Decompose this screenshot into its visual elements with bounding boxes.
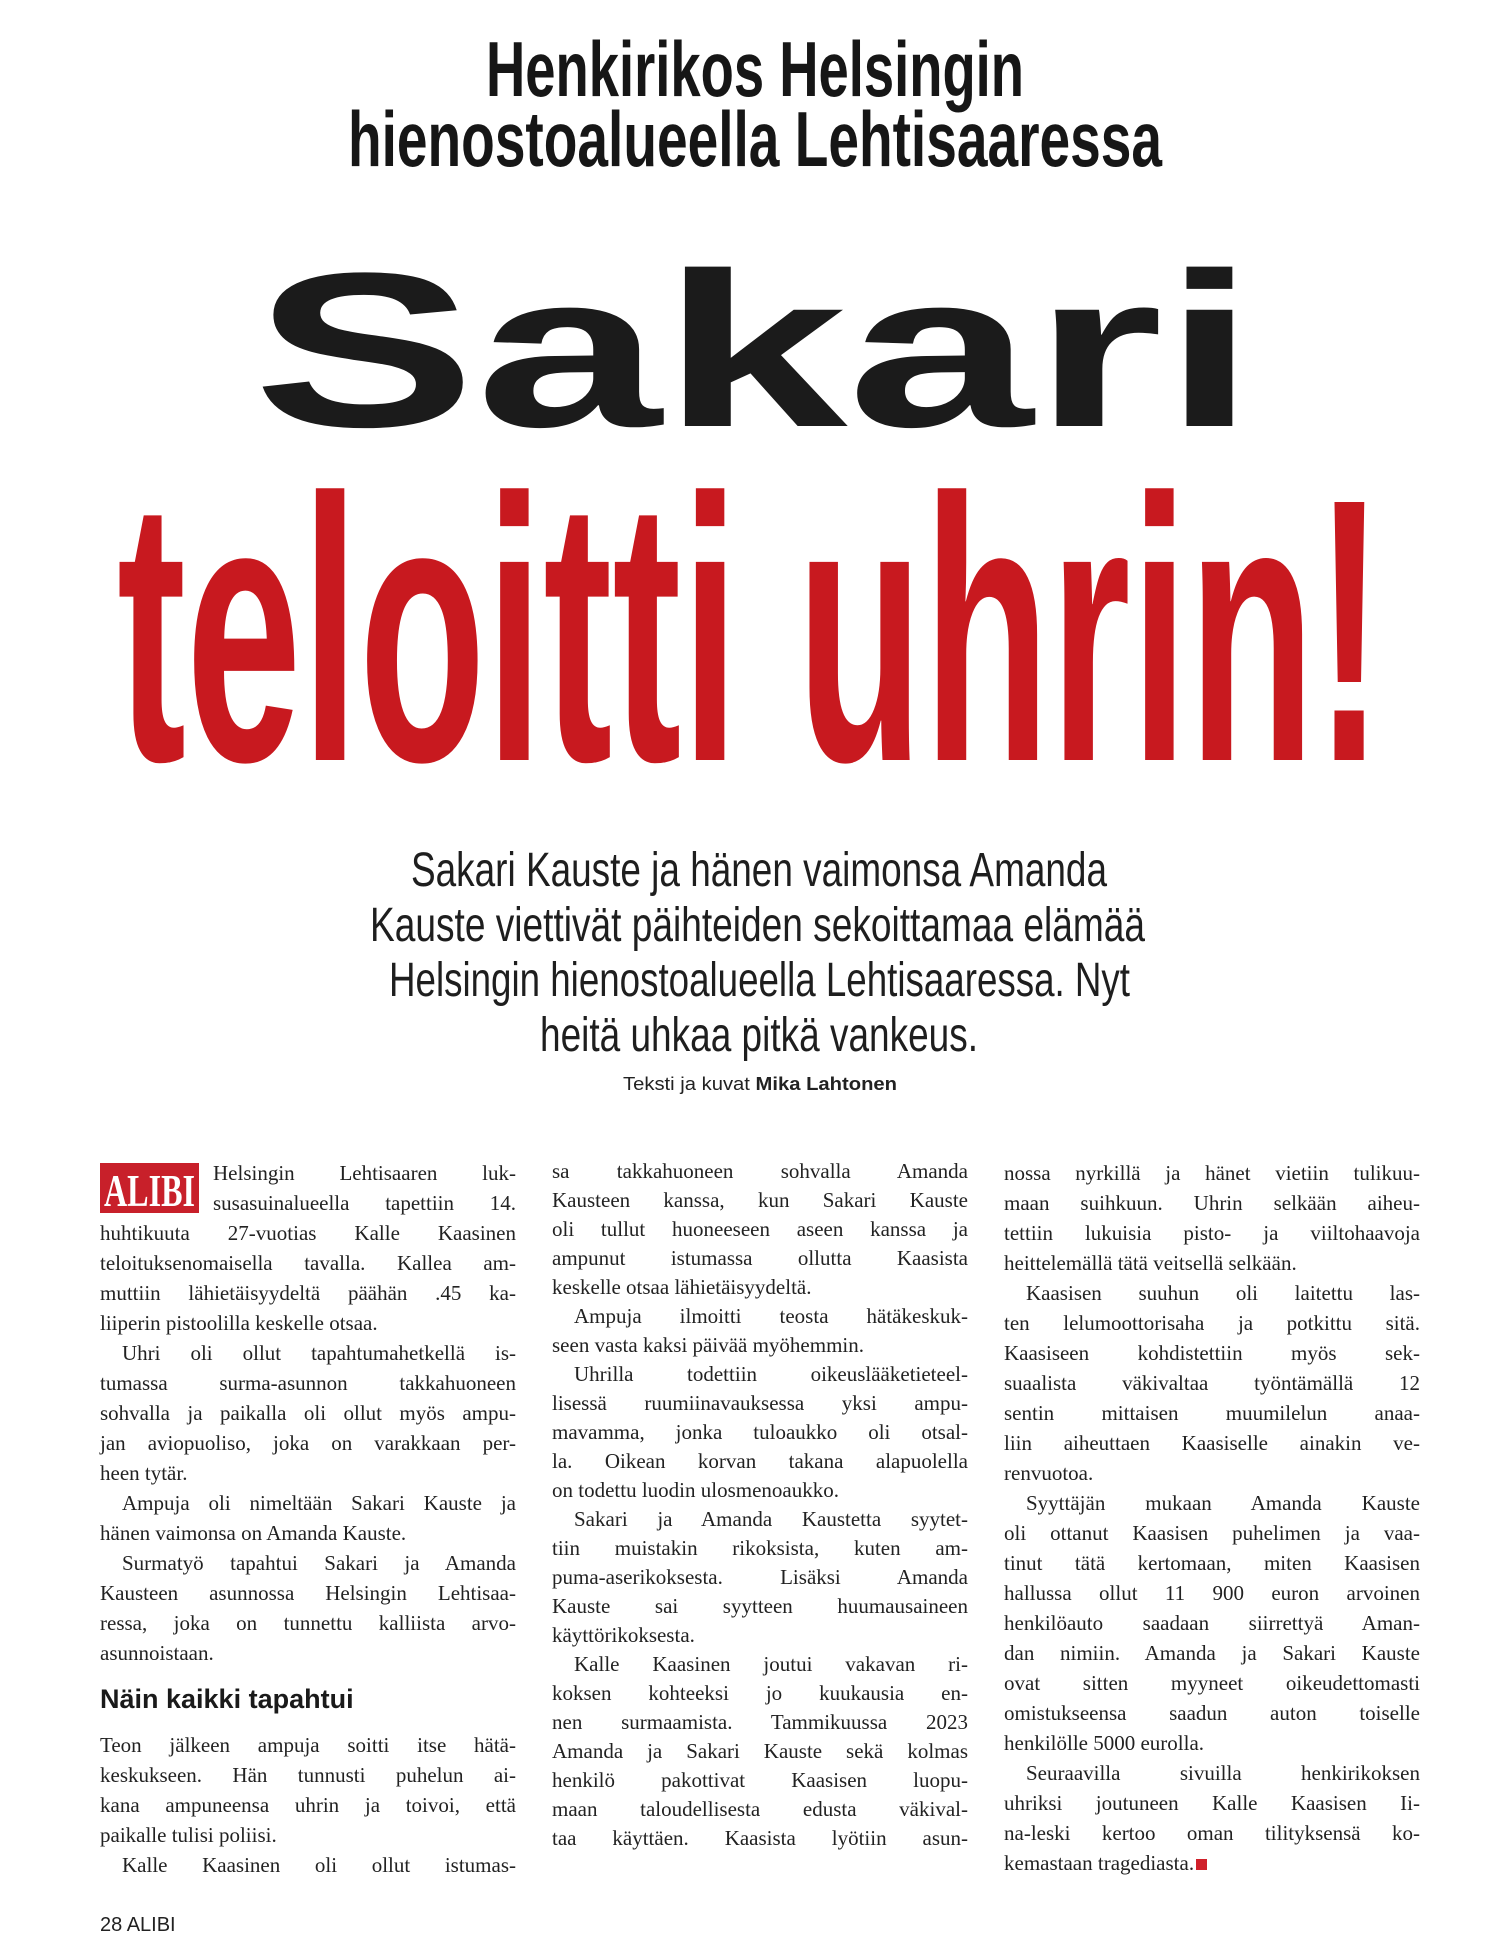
lede-line: heitä uhkaa pitkä vankeus. <box>540 1009 978 1062</box>
text-line: liiperin pistoolilla keskelle otsaa. <box>100 1311 378 1335</box>
text-line: Ampuja oli nimeltään Sakari Kauste ja <box>122 1491 516 1515</box>
text-line: hänen vaimonsa on Amanda Kauste. <box>100 1521 407 1545</box>
text-line: kana ampuneensa uhrin ja toivoi, että <box>100 1793 516 1817</box>
text-line: paikalle tulisi poliisi. <box>100 1823 277 1847</box>
byline <box>0 1070 1500 1100</box>
byline-author: Mika Lahtonen <box>755 1074 882 1094</box>
text-line: Kausteen asunnossa Helsingin Lehtisaa- <box>100 1581 516 1605</box>
paragraph <box>100 1158 516 1338</box>
text-line: omistukseensa saadun auton toiselle <box>1004 1701 1420 1725</box>
text-line: ampunut istumassa ollutta Kaasista <box>552 1246 968 1270</box>
text-line: Seuraavilla sivuilla henkirikoksen <box>1026 1761 1420 1785</box>
text-line: Sakari ja Amanda Kaustetta syytet- <box>574 1507 968 1531</box>
text-line: maan taloudellisesta edusta väkival- <box>552 1797 968 1821</box>
lede-line: Kauste viettivät päihteiden sekoittamaa elämää <box>370 899 1146 952</box>
headline-line-1: Sakari <box>253 227 1256 473</box>
lede <box>0 830 1500 1070</box>
paragraph <box>100 1730 516 1850</box>
text-line: keskelle otsaa lähietäisyydeltä. <box>552 1275 812 1299</box>
text-line: muttiin lähietäisyydeltä päähän .45 ka- <box>100 1281 516 1305</box>
text-line: henkilöauto saadaan siirrettyä Aman- <box>1004 1611 1420 1635</box>
article-column-2 <box>552 1157 968 1853</box>
paragraph <box>100 1488 516 1548</box>
text-line: sa takkahuoneen sohvalla Amanda <box>552 1159 968 1183</box>
headline-line-2: teloitti uhrin! <box>117 422 1384 840</box>
text-line: susasuinalueella tapettiin 14. <box>213 1191 516 1215</box>
lede-line: Sakari Kauste ja hänen vaimonsa Amanda <box>411 844 1108 897</box>
text-line: Syyttäjän mukaan Amanda Kauste <box>1026 1491 1420 1515</box>
text-line: Ampuja ilmoitti teosta hätäkeskuk- <box>574 1304 968 1328</box>
paragraph <box>100 1548 516 1668</box>
text-line: jan aviopuoliso, joka on varakkaan per- <box>100 1431 516 1455</box>
headline-line-2-wrap <box>0 422 1500 840</box>
kicker-line-2: hienostoalueella Lehtisaaressa <box>348 95 1163 183</box>
text-line: ovat sitten myyneet oikeudettomasti <box>1004 1671 1420 1695</box>
text-line: dan nimiin. Amanda ja Sakari Kauste <box>1004 1641 1420 1665</box>
paragraph <box>552 1157 968 1302</box>
text-line: seen vasta kaksi päivää myöhemmin. <box>552 1333 864 1357</box>
lede-line: Helsingin hienostoalueella Lehtisaaressa. Nyt <box>389 954 1130 1007</box>
text-line: hallussa ollut 11 900 euron arvoinen <box>1004 1581 1420 1605</box>
text-line: huhtikuuta 27-vuotias Kalle Kaasinen <box>100 1221 516 1245</box>
text-line: mavamma, jonka tuloaukko oli otsal- <box>552 1420 968 1444</box>
text-line: tinut tätä kertomaan, miten Kaasisen <box>1004 1551 1420 1575</box>
text-line: käyttörikoksesta. <box>552 1623 695 1647</box>
text-line: heen tytär. <box>100 1461 188 1485</box>
text-line: taa käyttäen. Kaasista lyötiin asun- <box>552 1826 968 1850</box>
text-line: nossa nyrkillä ja hänet vietiin tulikuu- <box>1004 1161 1420 1185</box>
text-line: heittelemällä tätä veitsellä selkään. <box>1004 1251 1297 1275</box>
paragraph <box>100 1338 516 1488</box>
text-line: tumassa surma-asunnon takkahuoneen <box>100 1371 516 1395</box>
text-line: na-leski kertoo oman tilityksensä ko- <box>1004 1821 1420 1845</box>
text-line: Kaasisen suuhun oli laitettu las- <box>1026 1281 1420 1305</box>
paragraph <box>1004 1278 1420 1488</box>
page-number-footer: 28 ALIBI <box>100 1914 176 1936</box>
kicker-line-1: Henkirikos Helsingin <box>486 25 1024 113</box>
paragraph <box>552 1302 968 1360</box>
text-line: henkilölle 5000 eurolla. <box>1004 1731 1205 1755</box>
section-subheading: Näin kaikki tapahtui <box>100 1684 354 1714</box>
paragraph <box>552 1505 968 1650</box>
text-line: sentin mittaisen muumilelun anaa- <box>1004 1401 1420 1425</box>
text-line: Kalle Kaasinen oli ollut istumas- <box>122 1853 516 1877</box>
text-line: kemastaan tragediasta. <box>1004 1848 1420 1878</box>
svg-text:Teksti ja kuvat Mika Lahtonen <box>623 1074 897 1094</box>
text-line: renvuotoa. <box>1004 1461 1094 1485</box>
article-column-3 <box>1004 1158 1420 1878</box>
text-line: suaalista väkivaltaa työntämällä 12 <box>1004 1371 1420 1395</box>
text-line: uhriksi joutuneen Kalle Kaasisen Ii- <box>1004 1791 1420 1815</box>
text-line: Kaasiseen kohdistettiin myös sek- <box>1004 1341 1420 1365</box>
text-line: Teon jälkeen ampuja soitti itse hätä- <box>100 1733 516 1757</box>
paragraph <box>100 1850 516 1880</box>
alibi-logo-text: ALIBI <box>104 1165 195 1216</box>
kicker <box>0 0 1500 190</box>
text-line: liin aiheuttaen Kaasiselle ainakin ve- <box>1004 1431 1420 1455</box>
text-line: oli tullut huoneeseen aseen kanssa ja <box>552 1217 968 1241</box>
text-line: on todettu luodin ulosmenoaukko. <box>552 1478 839 1502</box>
text-line: ten lelumoottorisaha ja potkittu sitä. <box>1004 1311 1420 1335</box>
text-line: Amanda ja Sakari Kauste sekä kolmas <box>552 1739 968 1763</box>
end-mark-icon <box>1196 1859 1207 1870</box>
text-line: Uhrilla todettiin oikeuslääketieteel- <box>574 1362 968 1386</box>
text-line: Helsingin Lehtisaaren luk- <box>213 1161 516 1185</box>
text-line: maan suihkuun. Uhrin selkään aiheu- <box>1004 1191 1420 1215</box>
text-line: Kausteen kanssa, kun Sakari Kauste <box>552 1188 968 1212</box>
paragraph <box>552 1360 968 1505</box>
paragraph <box>552 1650 968 1853</box>
text-line: Uhri oli ollut tapahtumahetkellä is- <box>122 1341 516 1365</box>
paragraph <box>1004 1488 1420 1758</box>
text-line: henkilö pakottivat Kaasisen luopu- <box>552 1768 968 1792</box>
text-line: tiin muistakin rikoksista, kuten am- <box>552 1536 968 1560</box>
text-line: teloituksenomaisella tavalla. Kallea am- <box>100 1251 516 1275</box>
text-line: Surmatyö tapahtui Sakari ja Amanda <box>122 1551 516 1575</box>
byline-prefix: Teksti ja kuvat <box>623 1074 737 1094</box>
text-line: lisessä ruumiinavauksessa yksi ampu- <box>552 1391 968 1415</box>
paragraph <box>1004 1158 1420 1278</box>
text-line: puma-aserikoksesta. Lisäksi Amanda <box>552 1565 968 1589</box>
text-line: Kalle Kaasinen joutui vakavan ri- <box>574 1652 968 1676</box>
text-line: tettiin lukuisia pisto- ja viiltohaavoja <box>1004 1221 1420 1245</box>
text-line: nen surmaamista. Tammikuussa 2023 <box>552 1710 968 1734</box>
paragraph <box>1004 1758 1420 1878</box>
article-column-1 <box>100 1158 516 1880</box>
text-line: koksen kohteeksi jo kuukausia en- <box>552 1681 968 1705</box>
text-line: Kauste sai syytteen huumausaineen <box>552 1594 968 1618</box>
text-line: sohvalla ja paikalla oli ollut myös ampu- <box>100 1401 516 1425</box>
text-line: ressa, joka on tunnettu kalliista arvo- <box>100 1611 516 1635</box>
text-line: oli ottanut Kaasisen puhelimen ja vaa- <box>1004 1521 1420 1545</box>
text-line: asunnoistaan. <box>100 1641 214 1665</box>
text-line: keskukseen. Hän tunnusti puhelun ai- <box>100 1763 516 1787</box>
text-line: la. Oikean korvan takana alapuolella <box>552 1449 968 1473</box>
